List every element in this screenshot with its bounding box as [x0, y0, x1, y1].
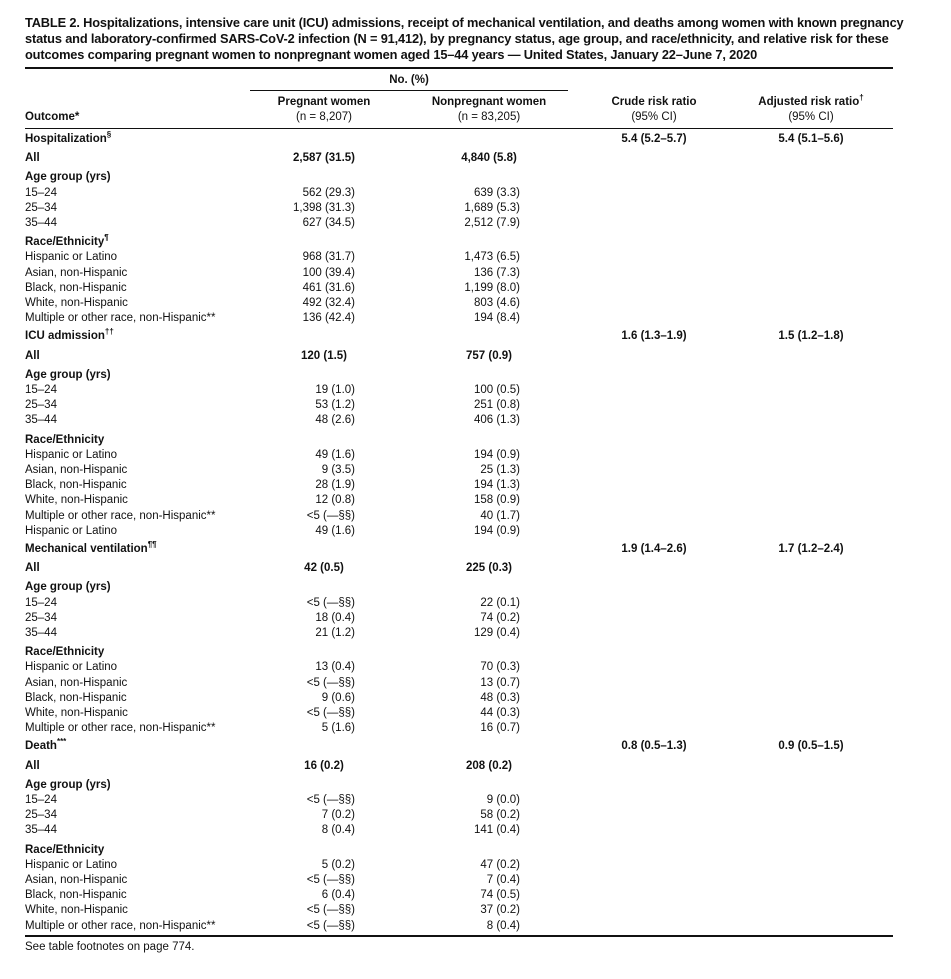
- header-rule: [25, 128, 893, 129]
- group-heading: Age group (yrs): [25, 171, 111, 183]
- pregnant-value: 120 (1.5): [300, 350, 348, 362]
- pregnant-value: 16 (0.2): [304, 760, 344, 772]
- table-row: [0, 596, 951, 611]
- bottom-rule: [25, 935, 893, 937]
- row-label: Black, non-Hispanic: [25, 479, 127, 491]
- pregnant-value: 2,587 (31.5): [292, 152, 355, 164]
- pregnant-value: 18 (0.4): [315, 612, 355, 624]
- race-heading: [0, 235, 951, 250]
- pregnant-value: 562 (29.3): [302, 187, 355, 199]
- table-row: [0, 919, 951, 934]
- row-label: 35–44: [25, 414, 57, 426]
- row-label: Hispanic or Latino: [25, 661, 118, 673]
- nonpregnant-value: 25 (1.3): [480, 464, 520, 476]
- table-row: [0, 509, 951, 524]
- row-label: 25–34: [25, 399, 57, 411]
- nonpregnant-value: 100 (0.5): [473, 384, 520, 396]
- table-row: [0, 823, 951, 838]
- row-label: Asian, non-Hispanic: [25, 464, 128, 476]
- pregnant-value: 42 (0.5): [304, 562, 344, 574]
- nonpregnant-value: 194 (0.9): [473, 449, 520, 461]
- header-adjusted-ci: (95% CI): [788, 111, 834, 123]
- row-label: White, non-Hispanic: [25, 494, 128, 506]
- nonpregnant-value: 194 (8.4): [473, 312, 520, 324]
- nonpregnant-value: 40 (1.7): [480, 510, 520, 522]
- table-row: [0, 250, 951, 265]
- table-row: [0, 216, 951, 231]
- race-heading: [0, 645, 951, 660]
- race-heading: [0, 843, 951, 858]
- nonpregnant-value: 158 (0.9): [473, 494, 520, 506]
- table-row: [0, 858, 951, 873]
- nonpregnant-value: 757 (0.9): [465, 350, 513, 362]
- table-footnote: See table footnotes on page 774.: [25, 941, 195, 953]
- table-row: [0, 398, 951, 413]
- nonpregnant-value: 70 (0.3): [480, 661, 520, 673]
- group-heading: Race/Ethnicity¶: [25, 233, 109, 248]
- pregnant-value: 627 (34.5): [302, 217, 355, 229]
- table-row: [0, 660, 951, 675]
- row-label: Hispanic or Latino: [25, 251, 118, 263]
- table-row: [0, 524, 951, 539]
- header-nonpregnant: [414, 95, 564, 125]
- row-label: 15–24: [25, 794, 57, 806]
- nonpregnant-value: 44 (0.3): [480, 707, 520, 719]
- nonpregnant-value: 4,840 (5.8): [461, 152, 517, 164]
- header-no-pct: No. (%): [389, 74, 429, 86]
- table-row: [0, 311, 951, 326]
- nonpregnant-value: 194 (0.9): [473, 525, 520, 537]
- nonpregnant-value: 1,199 (8.0): [464, 282, 520, 294]
- pregnant-value: 1,398 (31.3): [292, 202, 355, 214]
- outcome-row: [0, 329, 951, 344]
- nonpregnant-value: 9 (0.0): [486, 794, 520, 806]
- table-row: [0, 808, 951, 823]
- adjusted-risk-ratio: 0.9 (0.5–1.5): [778, 740, 844, 752]
- outcome-label: Hospitalization§: [25, 130, 112, 145]
- pregnant-value: 968 (31.7): [302, 251, 355, 263]
- pregnant-value: 9 (0.6): [321, 692, 355, 704]
- header-outcome: Outcome*: [25, 111, 80, 123]
- race-heading: [0, 433, 951, 448]
- crude-risk-ratio: 0.8 (0.5–1.3): [621, 740, 687, 752]
- row-label: 25–34: [25, 612, 57, 624]
- table-row: [0, 296, 951, 311]
- nonpregnant-value: 8 (0.4): [486, 920, 520, 932]
- pregnant-value: 136 (42.4): [302, 312, 355, 324]
- table-row: [0, 201, 951, 216]
- row-label: 15–24: [25, 384, 57, 396]
- header-crude-label: Crude risk ratio: [611, 96, 697, 108]
- all-row: [0, 151, 951, 166]
- group-heading: Age group (yrs): [25, 581, 111, 593]
- nonpregnant-value: 22 (0.1): [480, 597, 520, 609]
- pregnant-value: <5 (—§§): [306, 874, 355, 886]
- row-label: White, non-Hispanic: [25, 297, 128, 309]
- nonpregnant-value: 208 (0.2): [465, 760, 513, 772]
- pregnant-value: <5 (—§§): [306, 510, 355, 522]
- pregnant-value: 7 (0.2): [321, 809, 355, 821]
- pregnant-value: 492 (32.4): [302, 297, 355, 309]
- header-pregnant: [250, 95, 398, 125]
- row-label: All: [25, 152, 40, 164]
- nonpregnant-value: 225 (0.3): [465, 562, 513, 574]
- nonpregnant-value: 37 (0.2): [480, 904, 520, 916]
- outcome-row: [0, 132, 951, 147]
- group-heading: Race/Ethnicity: [25, 844, 105, 856]
- table-row: [0, 691, 951, 706]
- row-label: Asian, non-Hispanic: [25, 267, 128, 279]
- nonpregnant-value: 74 (0.5): [480, 889, 520, 901]
- table-row: [0, 266, 951, 281]
- table-row: [0, 611, 951, 626]
- nonpregnant-value: 13 (0.7): [480, 677, 520, 689]
- table-row: [0, 281, 951, 296]
- nonpregnant-value: 406 (1.3): [473, 414, 520, 426]
- row-label: Hispanic or Latino: [25, 859, 118, 871]
- row-label: Asian, non-Hispanic: [25, 874, 128, 886]
- nonpregnant-value: 803 (4.6): [473, 297, 520, 309]
- nonpregnant-value: 48 (0.3): [480, 692, 520, 704]
- crude-risk-ratio: 1.6 (1.3–1.9): [621, 330, 687, 342]
- table-row: [0, 186, 951, 201]
- nonpregnant-value: 7 (0.4): [486, 874, 520, 886]
- table-row: [0, 903, 951, 918]
- pregnant-value: 5 (0.2): [321, 859, 355, 871]
- pregnant-value: 21 (1.2): [315, 627, 355, 639]
- pregnant-value: <5 (—§§): [306, 597, 355, 609]
- row-label: All: [25, 562, 40, 574]
- row-label: Black, non-Hispanic: [25, 889, 127, 901]
- table-row: [0, 493, 951, 508]
- pregnant-value: 49 (1.6): [315, 449, 355, 461]
- pregnant-value: 6 (0.4): [321, 889, 355, 901]
- group-heading: Age group (yrs): [25, 779, 111, 791]
- header-adjusted-label: Adjusted risk ratio†: [758, 93, 864, 108]
- row-label: 35–44: [25, 824, 57, 836]
- table-row: [0, 463, 951, 478]
- pregnant-value: 53 (1.2): [315, 399, 355, 411]
- table-row: [0, 383, 951, 398]
- pregnant-value: 19 (1.0): [315, 384, 355, 396]
- row-label: White, non-Hispanic: [25, 904, 128, 916]
- nonpregnant-value: 2,512 (7.9): [464, 217, 520, 229]
- row-label: 15–24: [25, 597, 57, 609]
- pregnant-value: 12 (0.8): [315, 494, 355, 506]
- outcome-label: Mechanical ventilation¶¶: [25, 540, 157, 555]
- crude-risk-ratio: 1.9 (1.4–2.6): [621, 543, 687, 555]
- table-row: [0, 888, 951, 903]
- table-row: [0, 478, 951, 493]
- age-group-heading: [0, 368, 951, 383]
- table-row: [0, 793, 951, 808]
- all-row: [0, 349, 951, 364]
- row-label: Asian, non-Hispanic: [25, 677, 128, 689]
- adjusted-risk-ratio: 1.7 (1.2–2.4): [778, 543, 844, 555]
- pregnant-value: <5 (—§§): [306, 794, 355, 806]
- nonpregnant-value: 47 (0.2): [480, 859, 520, 871]
- row-label: 25–34: [25, 202, 57, 214]
- table-row: [0, 873, 951, 888]
- header-adjusted: [746, 95, 876, 125]
- pregnant-value: 5 (1.6): [321, 722, 355, 734]
- outcome-label: ICU admission††: [25, 327, 114, 342]
- table-title: TABLE 2. Hospitalizations, intensive care unit (ICU) admissions, receipt of mechanical ventilation, and deaths among women with known pregnancy status and laboratory-confirmed SARS-CoV-2 infection (N = 91,412), by pregnancy status, age group, and race/ethnicity, and relative risk for these outcomes comparing pregnant women to nonpregnant women aged 15–44 years — United States, January 22–June 7, 2020: [25, 15, 904, 62]
- row-label: 25–34: [25, 809, 57, 821]
- row-label: Multiple or other race, non-Hispanic**: [25, 920, 216, 932]
- outcome-row: [0, 739, 951, 754]
- pregnant-value: 100 (39.4): [302, 267, 355, 279]
- table-row: [0, 413, 951, 428]
- group-heading: Race/Ethnicity: [25, 646, 105, 658]
- pregnant-value: 49 (1.6): [315, 525, 355, 537]
- row-label: All: [25, 760, 40, 772]
- pregnant-value: 8 (0.4): [321, 824, 355, 836]
- header-pregnant-label: Pregnant women: [277, 96, 371, 108]
- nonpregnant-value: 74 (0.2): [480, 612, 520, 624]
- age-group-heading: [0, 778, 951, 793]
- outcome-row: [0, 542, 951, 557]
- row-label: Multiple or other race, non-Hispanic**: [25, 722, 216, 734]
- row-label: White, non-Hispanic: [25, 707, 128, 719]
- nonpregnant-value: 129 (0.4): [473, 627, 520, 639]
- header-nonpregnant-label: Nonpregnant women: [431, 96, 547, 108]
- row-label: 35–44: [25, 627, 57, 639]
- nonpregnant-value: 141 (0.4): [473, 824, 520, 836]
- nonpregnant-value: 194 (1.3): [473, 479, 520, 491]
- row-label: Black, non-Hispanic: [25, 282, 127, 294]
- crude-risk-ratio: 5.4 (5.2–5.7): [621, 133, 687, 145]
- pregnant-value: <5 (—§§): [306, 677, 355, 689]
- pregnant-value: <5 (—§§): [306, 904, 355, 916]
- row-label: All: [25, 350, 40, 362]
- row-label: Hispanic or Latino: [25, 449, 118, 461]
- pregnant-value: <5 (—§§): [306, 920, 355, 932]
- table-row: [0, 706, 951, 721]
- outcome-label: Death***: [25, 737, 67, 752]
- pregnant-value: <5 (—§§): [306, 707, 355, 719]
- age-group-heading: [0, 170, 951, 185]
- table-row: [0, 448, 951, 463]
- age-group-heading: [0, 580, 951, 595]
- adjusted-risk-ratio: 1.5 (1.2–1.8): [778, 330, 844, 342]
- all-row: [0, 561, 951, 576]
- group-heading: Race/Ethnicity: [25, 434, 105, 446]
- nonpregnant-value: 639 (3.3): [473, 187, 520, 199]
- pregnant-value: 48 (2.6): [315, 414, 355, 426]
- no-pct-rule: [250, 90, 568, 91]
- nonpregnant-value: 1,473 (6.5): [464, 251, 520, 263]
- row-label: Black, non-Hispanic: [25, 692, 127, 704]
- row-label: 35–44: [25, 217, 57, 229]
- pregnant-value: 28 (1.9): [315, 479, 355, 491]
- all-row: [0, 759, 951, 774]
- table-row: [0, 721, 951, 736]
- group-heading: Age group (yrs): [25, 369, 111, 381]
- row-label: Hispanic or Latino: [25, 525, 118, 537]
- table-row: [0, 676, 951, 691]
- pregnant-value: 13 (0.4): [315, 661, 355, 673]
- header-nonpregnant-n: (n = 83,205): [457, 111, 521, 123]
- pregnant-value: 9 (3.5): [321, 464, 355, 476]
- table-row: [0, 626, 951, 641]
- adjusted-risk-ratio: 5.4 (5.1–5.6): [778, 133, 844, 145]
- row-label: 15–24: [25, 187, 57, 199]
- nonpregnant-value: 1,689 (5.3): [464, 202, 520, 214]
- top-rule: [25, 67, 893, 69]
- row-label: Multiple or other race, non-Hispanic**: [25, 312, 216, 324]
- header-crude-ci: (95% CI): [631, 111, 677, 123]
- nonpregnant-value: 251 (0.8): [473, 399, 520, 411]
- nonpregnant-value: 16 (0.7): [480, 722, 520, 734]
- nonpregnant-value: 136 (7.3): [473, 267, 520, 279]
- row-label: Multiple or other race, non-Hispanic**: [25, 510, 216, 522]
- pregnant-value: 461 (31.6): [302, 282, 355, 294]
- header-pregnant-n: (n = 8,207): [296, 111, 352, 123]
- header-crude: [594, 95, 714, 125]
- nonpregnant-value: 58 (0.2): [480, 809, 520, 821]
